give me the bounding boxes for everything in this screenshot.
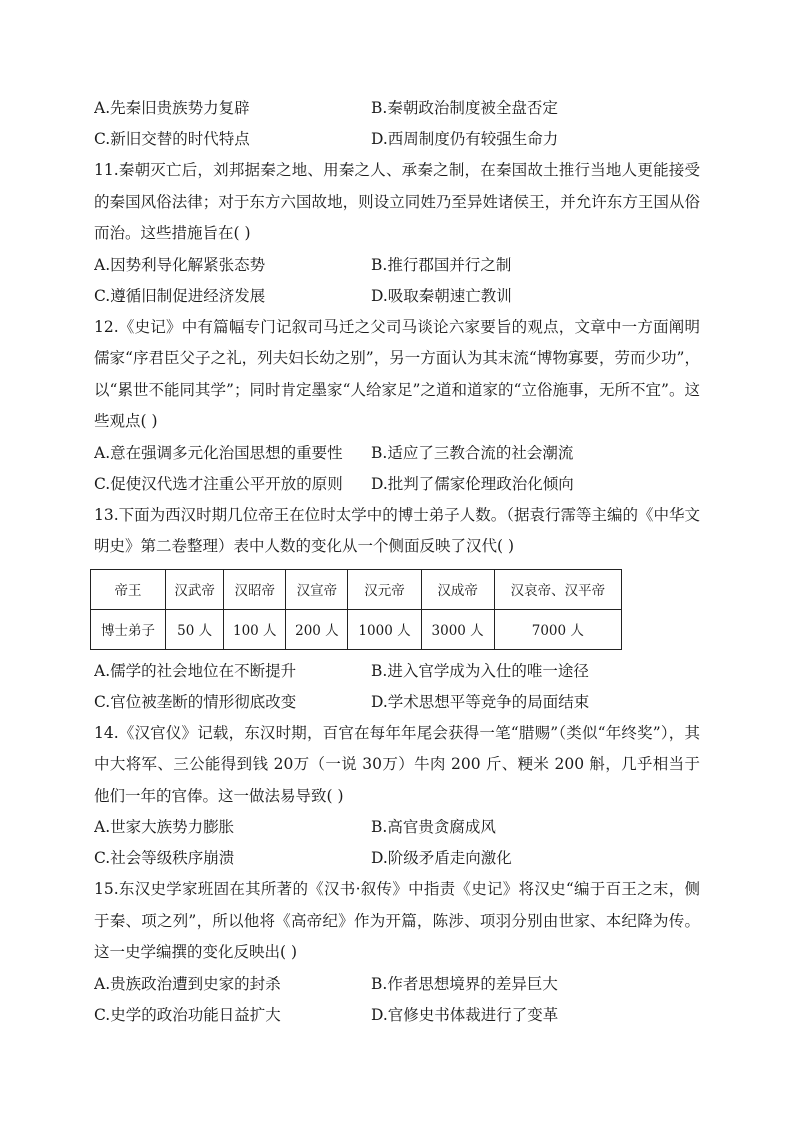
q11-stem: 11.秦朝灭亡后，刘邦据秦之地、用秦之人、承秦之制，在秦国故土推行当地人更能接受的秦国风俗法律；对于东方六国故地，则设立同姓乃至异姓诸侯王，并允许东方王国从俗而治。这些措施旨在( ) [94,161,700,242]
table-cell-emperor: 汉宣帝 [286,569,348,609]
q14-option-b[interactable]: B.高官贵贪腐成风 [371,818,496,836]
q15-option-c[interactable]: C.史学的政治功能日益扩大 [94,1005,281,1024]
q15-options [94,969,700,1031]
q15-option-b[interactable]: B.作者思想境界的差异巨大 [371,974,558,993]
question-list [94,93,700,1031]
q13-option-b[interactable]: B.进入官学成为入仕的唯一途径 [371,661,589,680]
table-cell-students: 3000 人 [421,609,494,649]
q11-options [94,250,700,312]
q10-option-b[interactable]: B.秦朝政治制度被全盘否定 [371,99,558,117]
q12-options [94,438,700,500]
q14-option-d[interactable]: D.阶级矛盾走向激化 [371,849,512,867]
table-cell-emperor: 汉哀帝、汉平帝 [494,569,621,609]
table-cell-emperor: 汉武帝 [166,569,224,609]
table-row-students [91,609,622,649]
table-head-emperor: 帝王 [91,569,166,609]
table-cell-emperor: 汉成帝 [421,569,494,609]
table-cell-students: 7000 人 [494,609,621,649]
q12-stem: 12.《史记》中有篇幅专门记叙司马迁之父司马谈论六家要旨的观点，文章中一方面阐明儒家“序君臣父子之礼，列夫妇长幼之别”，另一方面认为其末流“博物寡要，劳而少功”，以“累世不能同其学”；同时肯定墨家“人给家足”之道和道家的“立俗施事，无所不宜”。这些观点( ) [94,317,700,430]
q11-option-b[interactable]: B.推行郡国并行之制 [371,255,512,274]
q15-option-d[interactable]: D.官修史书体裁进行了变革 [371,1005,559,1024]
q14-option-a[interactable]: A.世家大族势力膨胀 [94,818,235,836]
table-cell-emperor: 汉昭帝 [224,569,286,609]
q14-options [94,812,700,874]
q10-option-a[interactable]: A.先秦旧贵族势力复辟 [94,99,250,117]
table-cell-students: 200 人 [286,609,348,649]
q11-option-a[interactable]: A.因势利导化解紧张态势 [94,255,266,274]
q10-option-c[interactable]: C.新旧交替的时代特点 [94,130,250,148]
q13-option-a[interactable]: A.儒学的社会地位在不断提升 [94,661,297,680]
table-row-emperors [91,569,622,609]
q13-options [94,656,700,718]
q15-stem: 15.东汉史学家班固在其所著的《汉书·叙传》中指责《史记》将汉史“编于百王之末，侧于秦、项之列”，所以他将《高帝纪》作为开篇，陈涉、项羽分别由世家、本纪降为传。这一史学编撰的变化反映出( ) [94,880,700,961]
q12-option-b[interactable]: B.适应了三教合流的社会潮流 [371,443,574,462]
q11-option-c[interactable]: C.遵循旧制促进经济发展 [94,286,266,305]
q14-option-c[interactable]: C.社会等级秩序崩溃 [94,849,235,867]
q15-option-a[interactable]: A.贵族政治遭到史家的封杀 [94,974,281,993]
q10-option-d[interactable]: D.西周制度仍有较强生命力 [371,130,559,148]
q10-options [94,93,700,155]
q13-stem: 13.下面为西汉时期几位帝王在位时太学中的博士弟子人数。（据袁行霈等主编的《中华文明史》第二卷整理）表中人数的变化从一个侧面反映了汉代( ) [94,505,700,555]
table-head-students: 博士弟子 [91,609,166,649]
q13-option-d[interactable]: D.学术思想平等竞争的局面结束 [371,692,590,711]
q11-option-d[interactable]: D.吸取秦朝速亡教训 [371,286,512,305]
q13-option-c[interactable]: C.官位被垄断的情形彻底改变 [94,692,297,711]
table-cell-students: 50 人 [166,609,224,649]
q13-table [90,569,622,650]
q14-stem: 14.《汉官仪》记载，东汉时期，百官在每年年尾会获得一笔“腊赐”（类似“年终奖”），其中大将军、三公能得到钱 20万（一说 30万）牛肉 200 斤、粳米 200 斛，几乎相当于他们一年的官俸。这一做法易导致( ) [94,723,700,805]
table-cell-emperor: 汉元帝 [348,569,421,609]
table-cell-students: 1000 人 [348,609,421,649]
table-cell-students: 100 人 [224,609,286,649]
q12-option-c[interactable]: C.促使汉代选才注重公平开放的原则 [94,474,343,493]
q12-option-d[interactable]: D.批判了儒家伦理政治化倾向 [371,474,574,493]
q12-option-a[interactable]: A.意在强调多元化治国思想的重要性 [94,443,343,462]
